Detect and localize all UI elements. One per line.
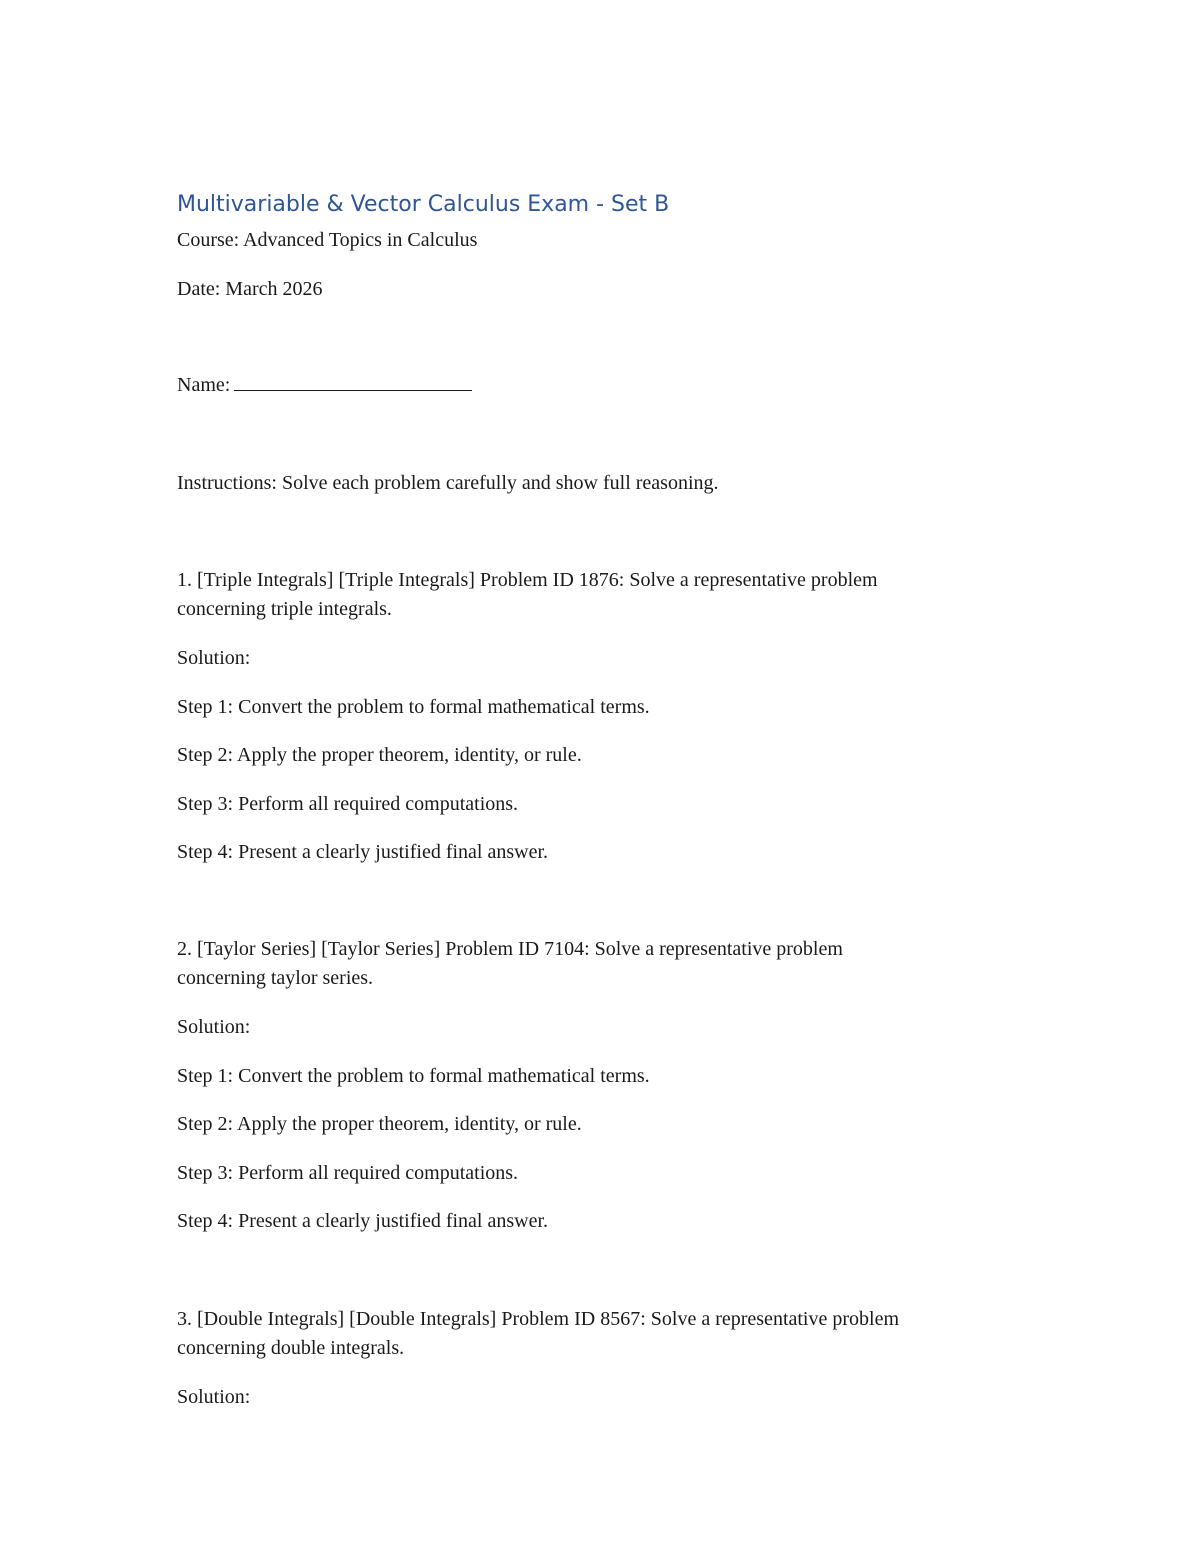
name-label: Name: [177, 374, 231, 396]
problem-1-step-3: Step 3: Perform all required computations. [177, 793, 519, 815]
problem-1-statement-line-1: 1. [Triple Integrals] [Triple Integrals] Problem ID 1876: Solve a representative problem [177, 569, 878, 591]
problem-1-solution-label: Solution: [177, 647, 251, 669]
problem-3-statement-line-1: 3. [Double Integrals] [Double Integrals] Problem ID 8567: Solve a representative problem [177, 1308, 900, 1330]
date-line: Date: March 2026 [177, 278, 323, 300]
problem-2-step-1: Step 1: Convert the problem to formal mathematical terms. [177, 1065, 650, 1087]
problem-1-statement-line-2: concerning triple integrals. [177, 598, 392, 620]
problem-2-statement-line-2: concerning taylor series. [177, 967, 374, 989]
exam-title: Multivariable & Vector Calculus Exam - Set B [177, 192, 670, 217]
problem-2-solution-label: Solution: [177, 1016, 251, 1038]
problem-2-step-4: Step 4: Present a clearly justified final answer. [177, 1210, 549, 1232]
name-blank-line [234, 372, 472, 391]
instructions: Instructions: Solve each problem carefully and show full reasoning. [177, 472, 719, 494]
problem-2-step-3: Step 3: Perform all required computations. [177, 1162, 519, 1184]
problem-2-statement-line-1: 2. [Taylor Series] [Taylor Series] Problem ID 7104: Solve a representative problem [177, 938, 843, 960]
problem-3-solution-label: Solution: [177, 1386, 251, 1408]
name-field [177, 371, 472, 400]
problem-1-step-1: Step 1: Convert the problem to formal mathematical terms. [177, 696, 650, 718]
course-line: Course: Advanced Topics in Calculus [177, 229, 478, 251]
problem-1-step-4: Step 4: Present a clearly justified final answer. [177, 841, 549, 863]
problem-2-step-2: Step 2: Apply the proper theorem, identity, or rule. [177, 1113, 582, 1135]
problem-3-statement-line-2: concerning double integrals. [177, 1337, 405, 1359]
problem-1-step-2: Step 2: Apply the proper theorem, identity, or rule. [177, 744, 582, 766]
